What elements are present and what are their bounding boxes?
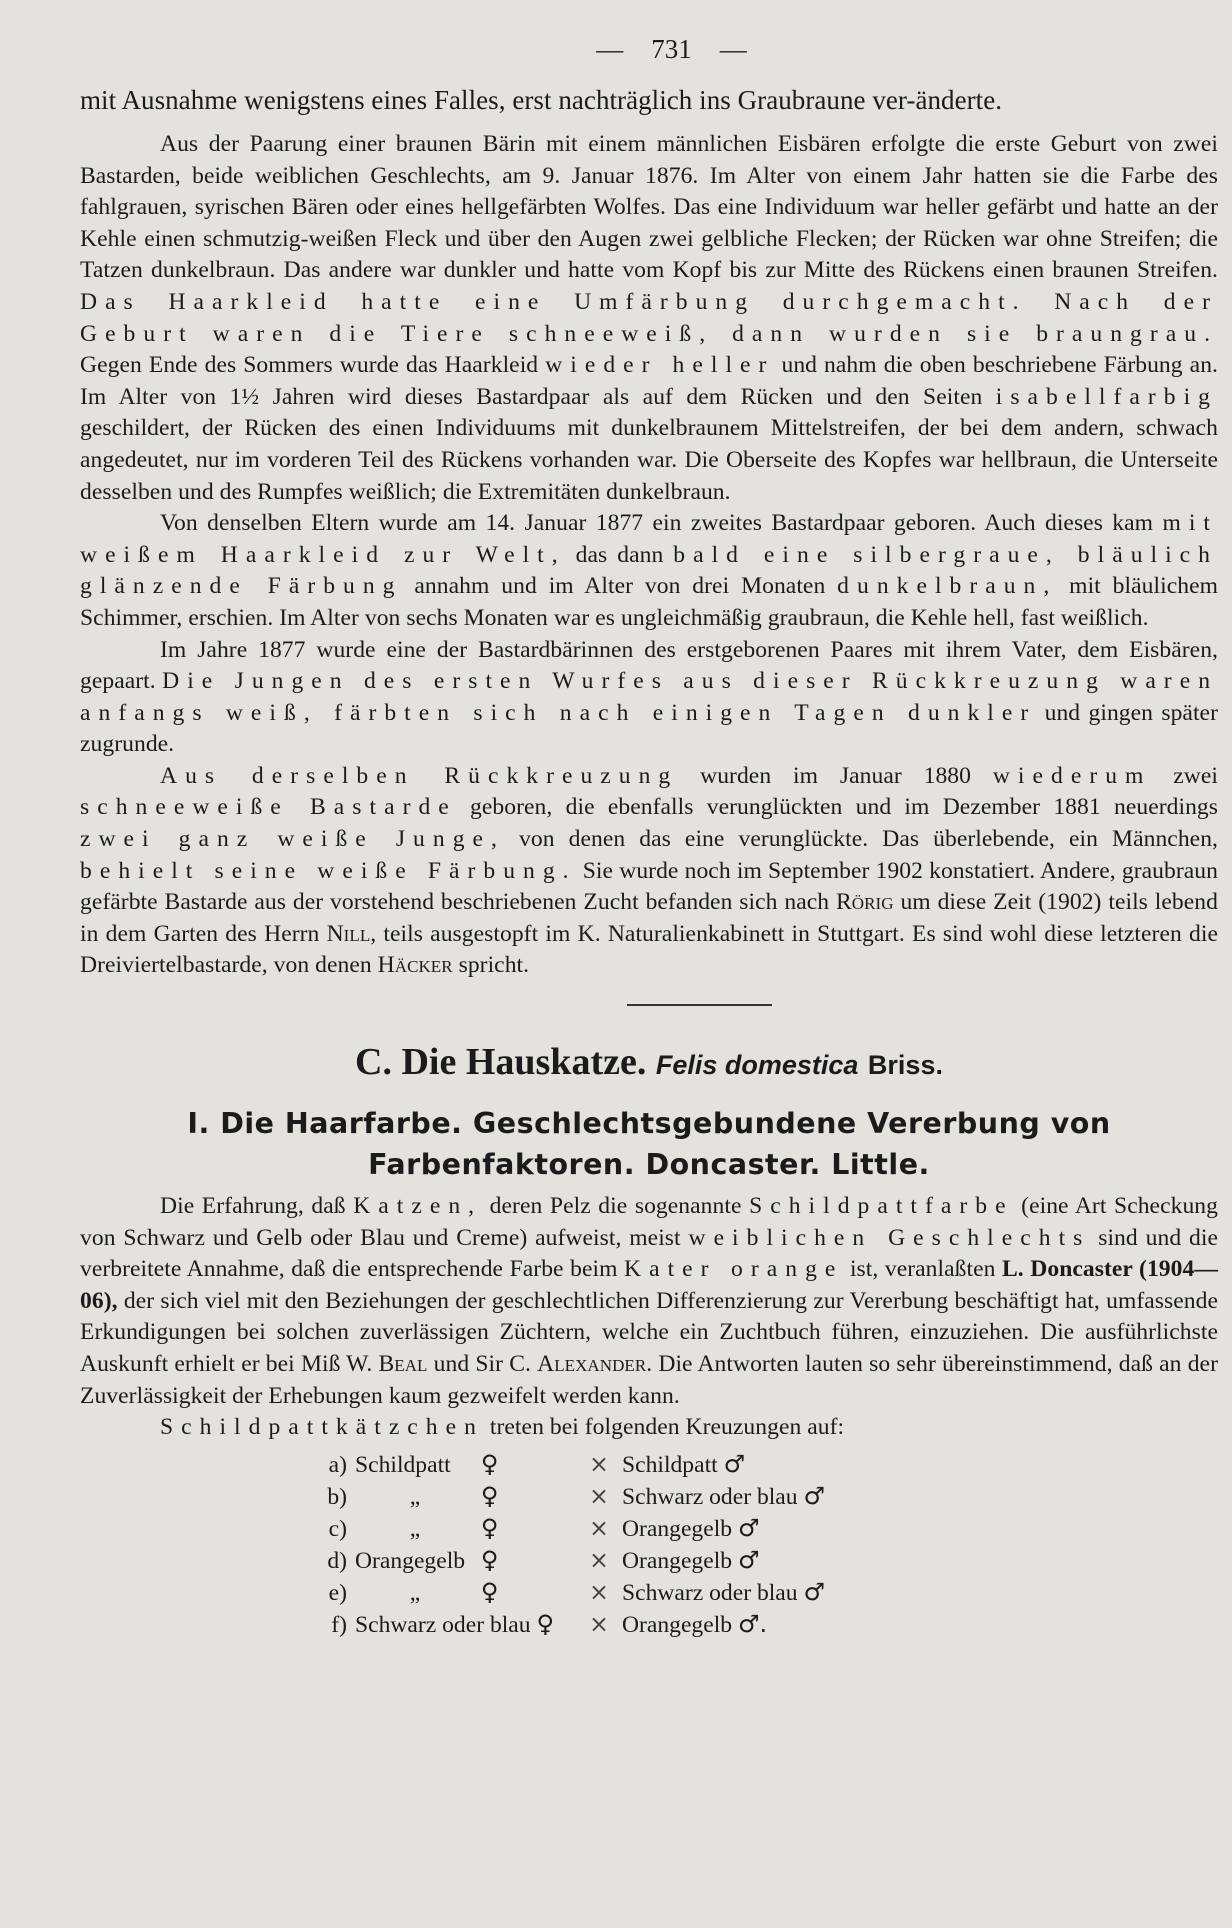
spaced-text: Die Jungen des ersten Wurfes aus dieser Rückkreuzung waren anfangs weiß, färbten sich nach einigen Tagen dunkler: [80, 668, 1219, 726]
text: der sich viel mit den Beziehungen der geschlechtlichen Differenzierung zur Vererbung beschäftigt hat, umfassende Erkundigungen bei solchen zuverlässigen Züchtern, welche ein Zuchtbuch führen, einzuziehen. Die ausführlichste Auskunft erhielt er bei Miß W.: [80, 1287, 1218, 1377]
cross-times-icon: ×: [589, 1609, 609, 1638]
cross-male: [618, 1448, 745, 1481]
spaced-text: isabellfarbig: [995, 383, 1218, 410]
spaced-text: mit weißem Haarkleid zur Welt,: [80, 510, 1218, 568]
spaced-text: Aus derselben Rückkreuzung: [160, 762, 679, 789]
text: Aus der Paarung einer braunen Bärin mit einem männlichen Eisbären erfolgte die erste Geburt von zwei Bastarden, beide weiblichen Geschlechts, am 9. Januar 1876. Im Alter von einem Jahr hatten sie die Farbe des fahlgrauen, syrischen Bären oder eines hellgefärbten Wolfes. Das eine Individuum war heller gefärbt und hatte an der Kehle einen schmutzig-weißen Fleck und über den Augen zwei gelbliche Flecken; der Rücken war ohne Streifen; die Tatzen dunkelbraun. Das andere war dunkler und hatte vom Kopf bis zur Mitte des Rückens einen braunen Streifen.: [80, 131, 1218, 284]
spaced-text: Das Haarkleid hatte eine Umfärbung durchgemacht. Nach der Geburt waren die Tiere schneeweiß, dann wurden sie braungrau.: [80, 288, 1218, 347]
page-number-dash-left: —: [596, 34, 624, 64]
paragraph-continued: [80, 83, 1218, 117]
text: wurden im Januar 1880: [678, 762, 993, 789]
text: Im Jahre 1877 wurde eine der Bastardbärinnen des erstgeborenen Paares mit ihrem Vater, dem Eisbären, gepaart.: [80, 636, 1218, 695]
cross-female: [355, 1608, 580, 1641]
cross-male-name: Schildpatt: [622, 1451, 718, 1478]
paragraph-backcross: [80, 635, 1218, 761]
cross-label: c): [328, 1515, 347, 1542]
text: mit Ausnahme wenigstens eines Falles, erst nachträglich ins Graubraune ver-änderte.: [80, 85, 1003, 115]
text: und Sir C.: [427, 1351, 538, 1377]
female-symbol-icon: ♀: [536, 1609, 555, 1638]
cross-row: [80, 1480, 1218, 1512]
paragraph-tortoiseshell: [80, 1191, 1218, 1412]
text: ist, veranlaßten: [843, 1256, 1003, 1283]
paragraph-crosses-intro: [80, 1412, 1218, 1444]
cross-label: f): [331, 1611, 347, 1638]
text: (eine Art Scheckung von Schwarz und Gelb oder Blau und Creme) aufweist, meist: [80, 1193, 1218, 1251]
cross-female: [355, 1448, 580, 1481]
text: geboren, die ebenfalls verunglückten und im Dezember 1881 neuerdings: [456, 794, 1218, 821]
paragraph-bear-hybrids-second: [80, 508, 1218, 634]
spaced-text: bald eine silbergraue, bläulich glänzende Färbung: [80, 541, 1218, 600]
male-symbol-icon: ♂.: [737, 1609, 768, 1638]
cross-female-name: Schwarz oder blau: [355, 1611, 531, 1638]
male-symbol-icon: ♂: [723, 1449, 746, 1478]
cross-female-name: Orangegelb: [355, 1547, 466, 1574]
male-symbol-icon: ♂: [803, 1577, 825, 1606]
author-name: Alexander.: [537, 1351, 653, 1377]
author-name: Häcker: [377, 952, 453, 979]
cross-male: [618, 1480, 825, 1513]
spaced-text: schneeweiße Bastarde: [80, 794, 457, 821]
spaced-text: wiederum: [992, 762, 1152, 789]
cross-label: b): [327, 1483, 347, 1510]
cross-times-icon: ×: [589, 1545, 609, 1574]
cross-female-ditto: „: [409, 1483, 421, 1510]
spaced-text: zwei ganz weiße Junge,: [80, 826, 505, 853]
cross-male: [618, 1576, 825, 1609]
cross-row: [80, 1544, 1218, 1576]
section-heading-title: C. Die Hauskatze.: [355, 1041, 647, 1084]
cross-label: a): [328, 1451, 347, 1478]
spaced-text: Katzen,: [353, 1193, 483, 1220]
cross-female: [355, 1512, 580, 1545]
cross-times-icon: ×: [589, 1513, 609, 1542]
cross-row: [80, 1576, 1218, 1608]
section-heading: [80, 1042, 1218, 1085]
cross-male-name: Schwarz oder blau: [622, 1579, 798, 1606]
text: Die Erfahrung, daß: [160, 1193, 354, 1220]
text: sind und die verbreitete Annahme, daß die entsprechende Farbe beim: [80, 1224, 1219, 1283]
section-divider: [627, 1004, 772, 1006]
cross-male: [618, 1544, 759, 1577]
page-number-value: 731: [651, 34, 692, 64]
section-heading-latin: Felis domestica: [655, 1050, 859, 1081]
text: deren Pelz die sogenannte: [482, 1193, 750, 1220]
cross-male-name: Orangegelb: [622, 1611, 733, 1638]
crosses-list: [80, 1448, 1218, 1640]
text: mit bläulichem Schimmer, erschien. Im Alter von sechs Monaten war es ungleichmäßig graubraun, die Kehle hell, fast weißlich.: [80, 573, 1218, 631]
text: Von denselben Eltern wurde am 14. Januar 1877 ein zweites Bastardpaar geboren. Auch dieses kam: [160, 510, 1163, 537]
spaced-text: Schildpattfarbe: [749, 1193, 1014, 1220]
text: spricht.: [452, 952, 530, 979]
cross-female-name: Schildpatt: [355, 1451, 451, 1478]
spaced-text: behielt seine weiße Färbung.: [80, 857, 577, 884]
cross-female: [355, 1544, 580, 1577]
cross-female: [355, 1480, 580, 1513]
text: um diese Zeit (1902) teils lebend in dem Garten des Herrn: [80, 889, 1218, 947]
author-name: L. Doncaster (1904—06),: [80, 1256, 1218, 1314]
female-symbol-icon: ♀: [480, 1577, 499, 1606]
text: annahm und im Alter von drei Monaten: [402, 573, 838, 600]
cross-label: e): [328, 1579, 347, 1606]
spaced-text: dunkelbraun,: [837, 573, 1058, 600]
text: das dann: [565, 541, 674, 568]
text: und gingen später zugrunde.: [80, 699, 1218, 758]
cross-row: [80, 1512, 1218, 1544]
cross-male: [618, 1512, 759, 1545]
author-name: Beal: [378, 1351, 428, 1377]
female-symbol-icon: ♀: [480, 1449, 499, 1478]
male-symbol-icon: ♂: [737, 1513, 760, 1542]
male-symbol-icon: ♂: [737, 1545, 760, 1574]
text: und nahm die oben beschriebene Färbung an. Im Alter von 1½ Jahren wird dieses Bastardpaar als auf dem Rücken und den Seiten: [80, 352, 1218, 410]
text: Gegen Ende des Sommers wurde das Haarkleid: [80, 352, 546, 379]
cross-times-icon: ×: [589, 1481, 609, 1510]
text: Sie wurde noch im September 1902 konstatiert. Andere, graubraun gefärbte Bastarde aus der vorstehend beschriebenen Zucht befanden sich nach: [80, 857, 1218, 916]
cross-male-name: Schwarz oder blau: [622, 1483, 798, 1510]
cross-row: [80, 1608, 1218, 1640]
female-symbol-icon: ♀: [480, 1545, 499, 1574]
text: zwei: [1151, 762, 1218, 789]
text: geschildert, der Rücken des einen Individuums mit dunkelbraunem Mittelstreifen, der bei dem andern, schwach angedeutet, nur im vorderen Teil des Rückens vorhanden war. Die Oberseite des Kopfes war hellbraun, die Unterseite desselben und des Rumpfes weißlich; die Extremitäten dunkelbraun.: [80, 415, 1218, 505]
female-symbol-icon: ♀: [480, 1513, 499, 1542]
text: von denen das eine verunglückte. Das überlebende, ein Männchen,: [504, 826, 1218, 853]
paragraph-backcross-results: [80, 761, 1218, 982]
cross-times-icon: ×: [589, 1449, 609, 1478]
cross-female: [355, 1576, 580, 1609]
text: teils ausgestopft im K. Naturalienkabinett in Stuttgart. Es sind wohl diese letzteren die Dreiviertelbastarde, von denen: [80, 920, 1218, 979]
cross-male-name: Orangegelb: [622, 1515, 733, 1542]
male-symbol-icon: ♂: [803, 1481, 825, 1510]
page-number: [80, 34, 1218, 65]
cross-male-name: Orangegelb: [622, 1547, 733, 1574]
cross-male: [618, 1608, 767, 1641]
female-symbol-icon: ♀: [480, 1481, 499, 1510]
author-name: Nill,: [326, 920, 377, 947]
cross-female-ditto: „: [409, 1515, 421, 1542]
cross-times-icon: ×: [589, 1577, 609, 1606]
spaced-text: Kater orange: [624, 1256, 844, 1283]
paragraph-bear-hybrids-first: [80, 129, 1218, 508]
page-number-dash-right: —: [719, 34, 747, 64]
subsection-heading: I. Die Haarfarbe. Geschlechtsgebundene Vererbung von Farbenfaktoren. Doncaster. Little.: [187, 1107, 1111, 1182]
cross-row: [80, 1448, 1218, 1480]
spaced-text: Schildpattkätzchen: [160, 1414, 484, 1441]
spaced-text: wieder heller: [545, 352, 775, 379]
spaced-text: weiblichen Geschlechts: [688, 1224, 1091, 1251]
section-heading-author: Briss.: [867, 1050, 943, 1081]
text: treten bei folgenden Kreuzungen auf:: [483, 1414, 845, 1441]
author-name: Rörig: [836, 889, 894, 916]
text: Die Antworten lauten so sehr übereinstimmend, daß an der Zuverlässigkeit der Erhebungen kaum gezweifelt werden kann.: [80, 1351, 1218, 1409]
cross-female-ditto: „: [409, 1579, 421, 1606]
cross-label: d): [327, 1547, 347, 1574]
